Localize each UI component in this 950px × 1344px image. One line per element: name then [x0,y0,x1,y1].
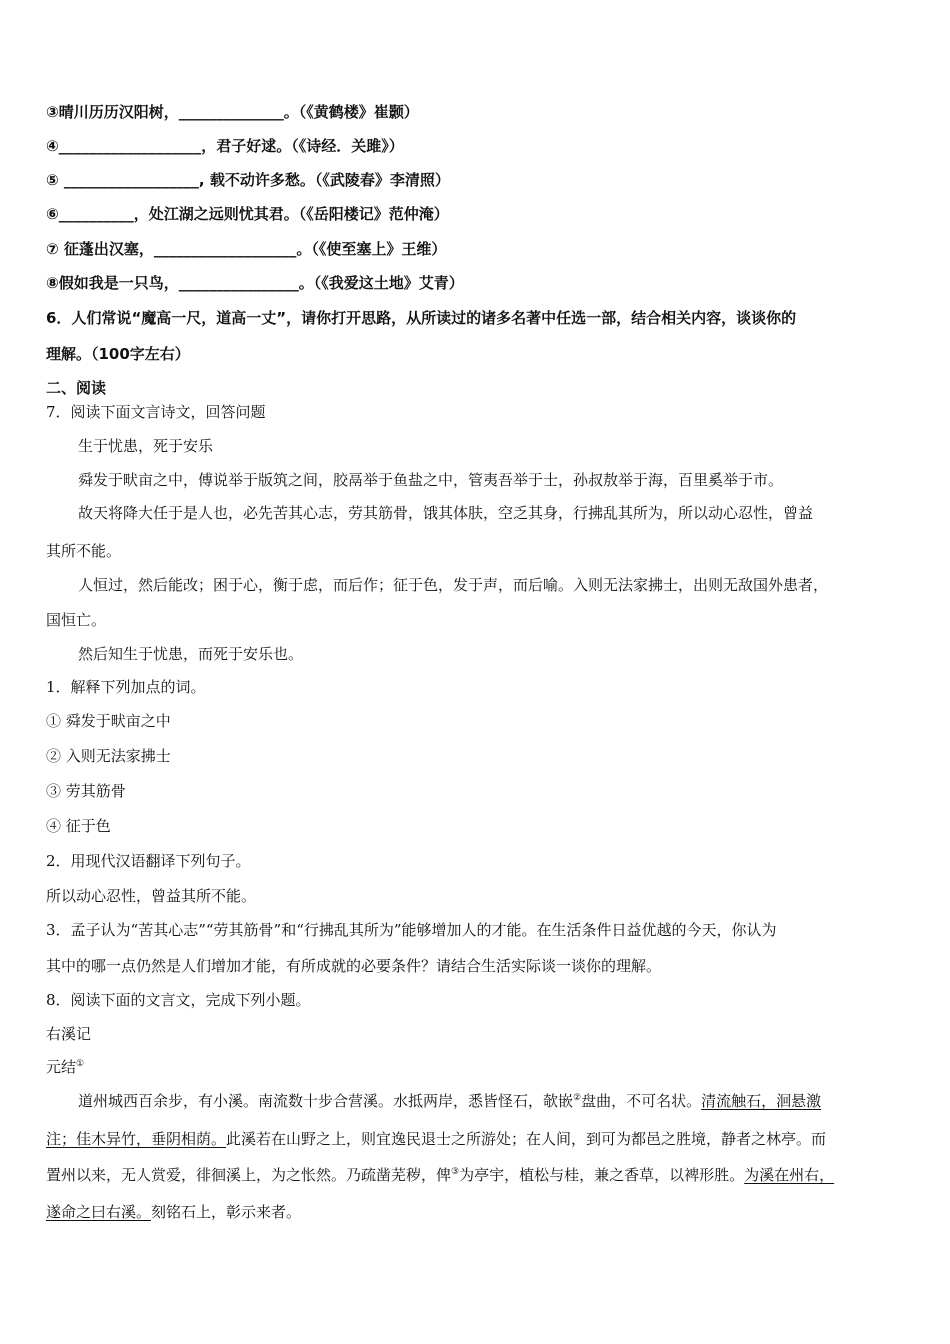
essay-text: 置州以来，无人赏爱，徘徊溪上，为之怅然。乃疏凿芜秽，俾 [46,1166,452,1184]
passage-paragraph-3a: 人恒过，然后能改；困于心，衡于虑，而后作；征于色，发于声，而后喻。入则无法家拂士，出则无敌国外患者， [78,576,829,594]
author-name: 元结 [46,1058,77,1076]
essay-author [46,1057,84,1077]
footnote-mark-3: ③ [451,1167,460,1177]
question-8-title: 8．阅读下面的文言文，完成下列小题。 [46,991,311,1009]
essay-line-4 [46,1202,301,1222]
subquestion-3-line1: 3．孟子认为“苦其心志”“劳其筋骨”和“行拂乱其所为”能够增加人的才能。在生活条件日益优越的今天，你认为 [46,921,777,939]
underlined-sentence: 遂命之曰右溪。 [46,1203,152,1221]
essay-line-1 [78,1091,821,1111]
section-heading-reading: 二、阅读 [46,379,107,397]
fill-blank-4: ④___________________，君子好逑。（《诗经．关雎》） [46,137,404,155]
essay-text: 为亭宇，植松与桂，兼之香草，以裨形胜。 [459,1166,745,1184]
passage-paragraph-2b: 其所不能。 [46,542,122,560]
fill-blank-5: ⑤ __________________, 载不动许多愁。（《武陵春》李清照） [46,171,450,189]
footnote-mark-1: ① [76,1059,85,1069]
essay-line-2 [46,1129,826,1149]
question-6-line1: 6．人们常说“魔高一尺，道高一丈”，请你打开思路，从所读过的诸多名著中任选一部，结合相关内容，谈谈你的 [46,309,797,327]
underlined-sentence: 为溪在州右， [744,1166,835,1184]
essay-title: 右溪记 [46,1025,92,1043]
fill-blank-3: ③晴川历历汉阳树，______________。（《黄鹤楼》崔颢） [46,103,419,121]
passage-paragraph-1: 舜发于畎亩之中，傅说举于版筑之间，胶鬲举于鱼盐之中，管夷吾举于士，孙叔敖举于海，百里奚举于市。 [78,471,784,489]
fill-blank-6: ⑥__________，处江湖之远则忧其君。（《岳阳楼记》范仲淹） [46,205,449,223]
subquestion-1: 1．解释下列加点的词。 [46,678,206,696]
essay-text: 此溪若在山野之上，则宜逸民退士之所游处；在人间，到可为都邑之胜境，静者之林亭。而 [226,1130,827,1148]
passage-paragraph-4: 然后知生于忧患，而死于安乐也。 [78,645,304,663]
subquestion-1-item-3: ③ 劳其筋骨 [46,782,126,800]
subquestion-1-item-1: ① 舜发于畎亩之中 [46,712,171,730]
underlined-sentence: 注；佳木异竹，垂阴相荫。 [46,1130,227,1148]
essay-text: 道州城西百余步，有小溪。南流数十步合营溪。水抵两岸，悉皆怪石，欹嵌 [78,1092,574,1110]
question-7-title: 7．阅读下面文言诗文，回答问题 [46,403,266,421]
essay-text: 盘曲，不可名状。 [581,1092,702,1110]
subquestion-2-sentence: 所以动心忍性，曾益其所不能。 [46,887,257,905]
essay-text: 刻铭石上，彰示来者。 [151,1203,302,1221]
subquestion-3-line2: 其中的哪一点仍然是人们增加才能，有所成就的必要条件？请结合生活实际谈一谈你的理解。 [46,957,662,975]
subquestion-1-item-2: ② 入则无法家拂士 [46,747,171,765]
subquestion-2: 2．用现代汉语翻译下列句子。 [46,852,251,870]
footnote-mark-2: ② [573,1093,582,1103]
poem-title: 生于忧患，死于安乐 [78,437,214,455]
passage-paragraph-3b: 国恒亡。 [46,611,107,629]
underlined-sentence: 清流触石，洄悬激 [701,1092,822,1110]
essay-line-3 [46,1165,834,1185]
question-6-line2: 理解。（100字左右） [46,345,190,363]
fill-blank-7: ⑦ 征蓬出汉塞，___________________。（《使至塞上》王维） [46,240,447,258]
subquestion-1-item-4: ④ 征于色 [46,817,111,835]
passage-paragraph-2a: 故天将降大任于是人也，必先苦其心志，劳其筋骨，饿其体肤，空乏其身，行拂乱其所为，所以动心忍性，曾益 [78,504,814,522]
fill-blank-8: ⑧假如我是一只鸟，________________。（《我爱这土地》艾青） [46,274,464,292]
